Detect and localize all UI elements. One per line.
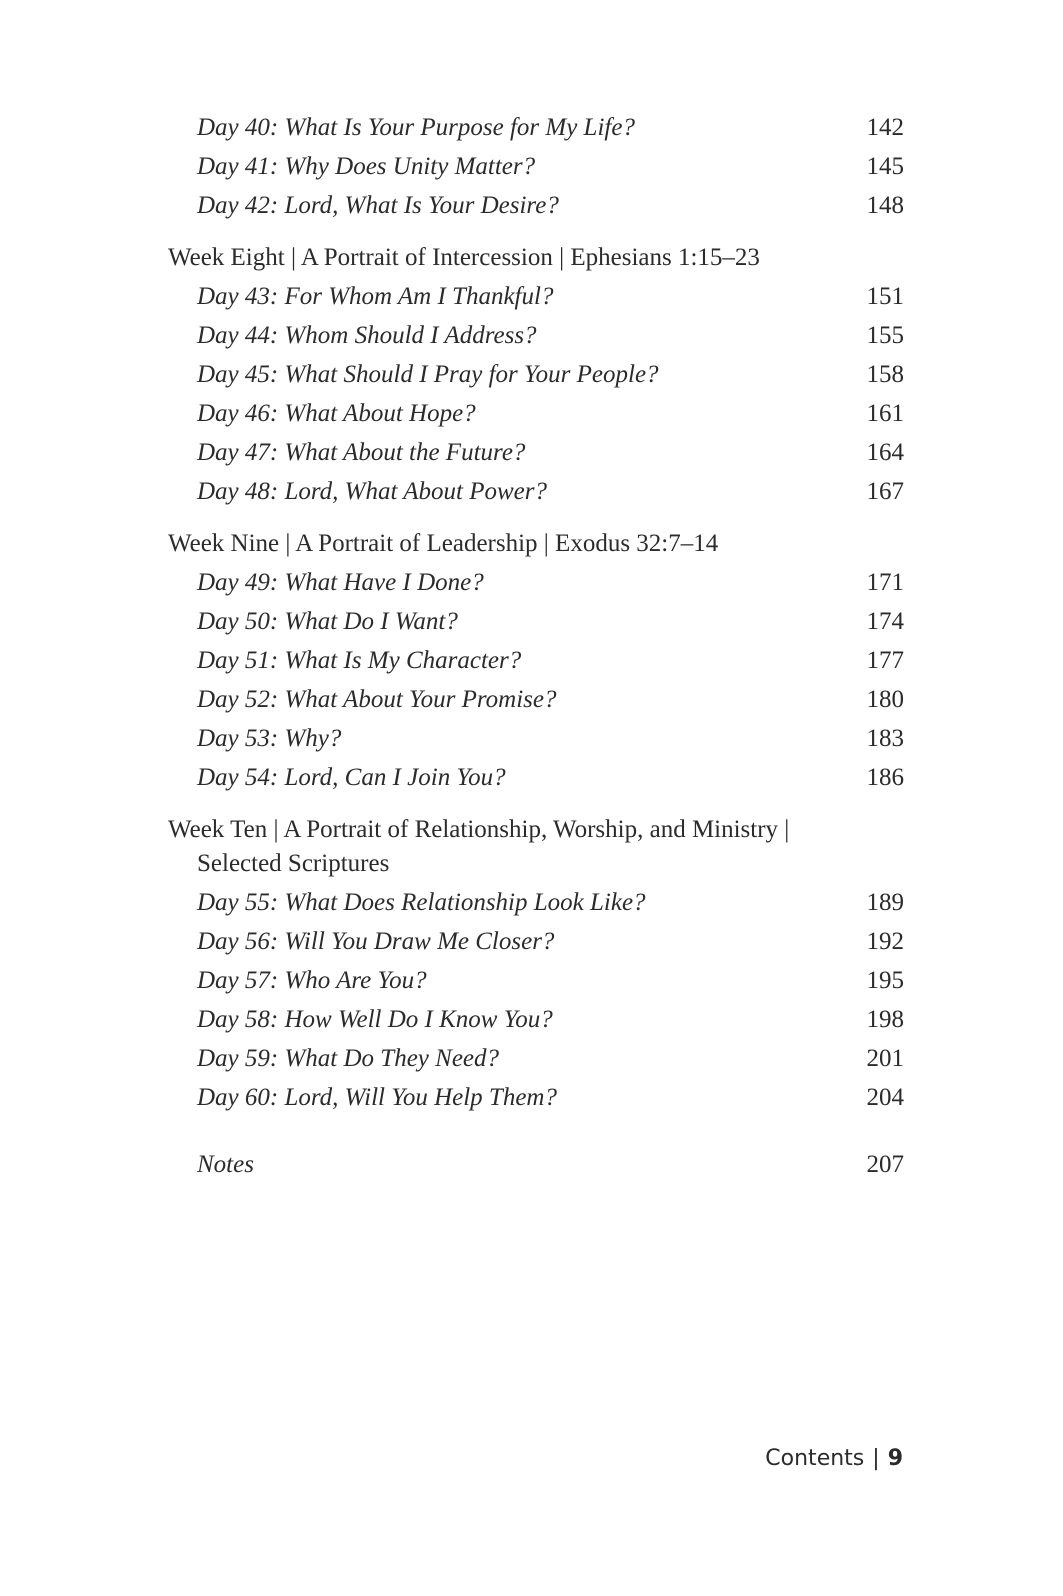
week-heading-ten-line2: Selected Scriptures bbox=[197, 850, 390, 877]
toc-entry-title: Day 56: Will You Draw Me Closer? bbox=[197, 928, 555, 955]
toc-entry-title: Day 52: What About Your Promise? bbox=[197, 686, 557, 713]
toc-entry bbox=[168, 758, 904, 797]
toc-entry-title: Day 48: Lord, What About Power? bbox=[197, 478, 547, 505]
toc-entry-page: 167 bbox=[866, 478, 904, 505]
toc-entry-page: 171 bbox=[866, 569, 904, 596]
toc-entry-title: Day 42: Lord, What Is Your Desire? bbox=[197, 192, 559, 219]
toc-entry-page: 204 bbox=[866, 1084, 904, 1111]
week-heading-ten-line1: Week Ten | A Portrait of Relationship, Worship, and Ministry | bbox=[168, 816, 790, 843]
week-heading-eight: Week Eight | A Portrait of Intercession | Ephesians 1:15–23 bbox=[168, 244, 760, 271]
toc-entry-page: 195 bbox=[866, 967, 904, 994]
toc-entry bbox=[168, 1000, 904, 1039]
toc-entry-title: Day 47: What About the Future? bbox=[197, 439, 526, 466]
table-of-contents bbox=[168, 108, 904, 1184]
week-heading-ten bbox=[168, 813, 904, 881]
toc-entry bbox=[168, 719, 904, 758]
footer-separator: | bbox=[872, 1446, 880, 1471]
toc-entry-page: 151 bbox=[866, 283, 904, 310]
toc-entry-page: 183 bbox=[866, 725, 904, 752]
toc-entry-title: Day 55: What Does Relationship Look Like? bbox=[197, 889, 646, 916]
toc-entry bbox=[168, 1039, 904, 1078]
toc-entry-title: Day 44: Whom Should I Address? bbox=[197, 322, 537, 349]
toc-entry-title: Day 40: What Is Your Purpose for My Life? bbox=[197, 114, 635, 141]
toc-entry-page: 192 bbox=[866, 928, 904, 955]
toc-entry bbox=[168, 186, 904, 225]
week-heading-nine: Week Nine | A Portrait of Leadership | Exodus 32:7–14 bbox=[168, 530, 719, 557]
toc-entry-page: 145 bbox=[866, 153, 904, 180]
toc-entry-title: Day 58: How Well Do I Know You? bbox=[197, 1006, 553, 1033]
toc-entry bbox=[168, 355, 904, 394]
toc-entry-page: 155 bbox=[866, 322, 904, 349]
toc-entry-title: Day 59: What Do They Need? bbox=[197, 1045, 500, 1072]
toc-entry-page: 158 bbox=[866, 361, 904, 388]
toc-entry-page: 164 bbox=[866, 439, 904, 466]
toc-entry bbox=[168, 1078, 904, 1117]
toc-entry bbox=[168, 316, 904, 355]
toc-entry-title: Day 54: Lord, Can I Join You? bbox=[197, 764, 506, 791]
toc-entry-page: 148 bbox=[866, 192, 904, 219]
toc-entry bbox=[168, 641, 904, 680]
toc-entry-page: 207 bbox=[866, 1151, 904, 1178]
spacer bbox=[168, 1117, 904, 1145]
toc-entry bbox=[168, 472, 904, 511]
toc-entry-title: Day 53: Why? bbox=[197, 725, 342, 752]
toc-entry-title: Day 49: What Have I Done? bbox=[197, 569, 484, 596]
page-footer bbox=[765, 1442, 903, 1476]
toc-entry bbox=[168, 602, 904, 641]
toc-entry-title: Day 46: What About Hope? bbox=[197, 400, 476, 427]
toc-entry-page: 189 bbox=[866, 889, 904, 916]
toc-entry-page: 201 bbox=[866, 1045, 904, 1072]
toc-entry-page: 142 bbox=[866, 114, 904, 141]
toc-entry-title: Day 50: What Do I Want? bbox=[197, 608, 458, 635]
toc-entry-title: Day 57: Who Are You? bbox=[197, 967, 427, 994]
toc-entry-page: 161 bbox=[866, 400, 904, 427]
toc-entry bbox=[168, 433, 904, 472]
toc-entry-notes bbox=[168, 1145, 904, 1184]
toc-entry-title: Day 41: Why Does Unity Matter? bbox=[197, 153, 536, 180]
toc-entry-title: Day 43: For Whom Am I Thankful? bbox=[197, 283, 554, 310]
toc-entry bbox=[168, 147, 904, 186]
toc-entry-title: Day 60: Lord, Will You Help Them? bbox=[197, 1084, 557, 1111]
toc-entry bbox=[168, 108, 904, 147]
toc-entry-page: 180 bbox=[866, 686, 904, 713]
toc-entry-page: 186 bbox=[866, 764, 904, 791]
toc-entry bbox=[168, 680, 904, 719]
toc-entry bbox=[168, 883, 904, 922]
toc-entry-title: Day 45: What Should I Pray for Your People? bbox=[197, 361, 659, 388]
toc-entry-title: Day 51: What Is My Character? bbox=[197, 647, 522, 674]
footer-section-label: Contents bbox=[765, 1446, 865, 1471]
toc-entry bbox=[168, 277, 904, 316]
toc-entry-page: 174 bbox=[866, 608, 904, 635]
toc-entry bbox=[168, 394, 904, 433]
toc-entry bbox=[168, 922, 904, 961]
toc-entry bbox=[168, 961, 904, 1000]
toc-entry-page: 198 bbox=[866, 1006, 904, 1033]
toc-entry-page: 177 bbox=[866, 647, 904, 674]
toc-entry-title: Notes bbox=[197, 1151, 254, 1178]
toc-entry bbox=[168, 563, 904, 602]
footer-page-number: 9 bbox=[887, 1446, 903, 1471]
